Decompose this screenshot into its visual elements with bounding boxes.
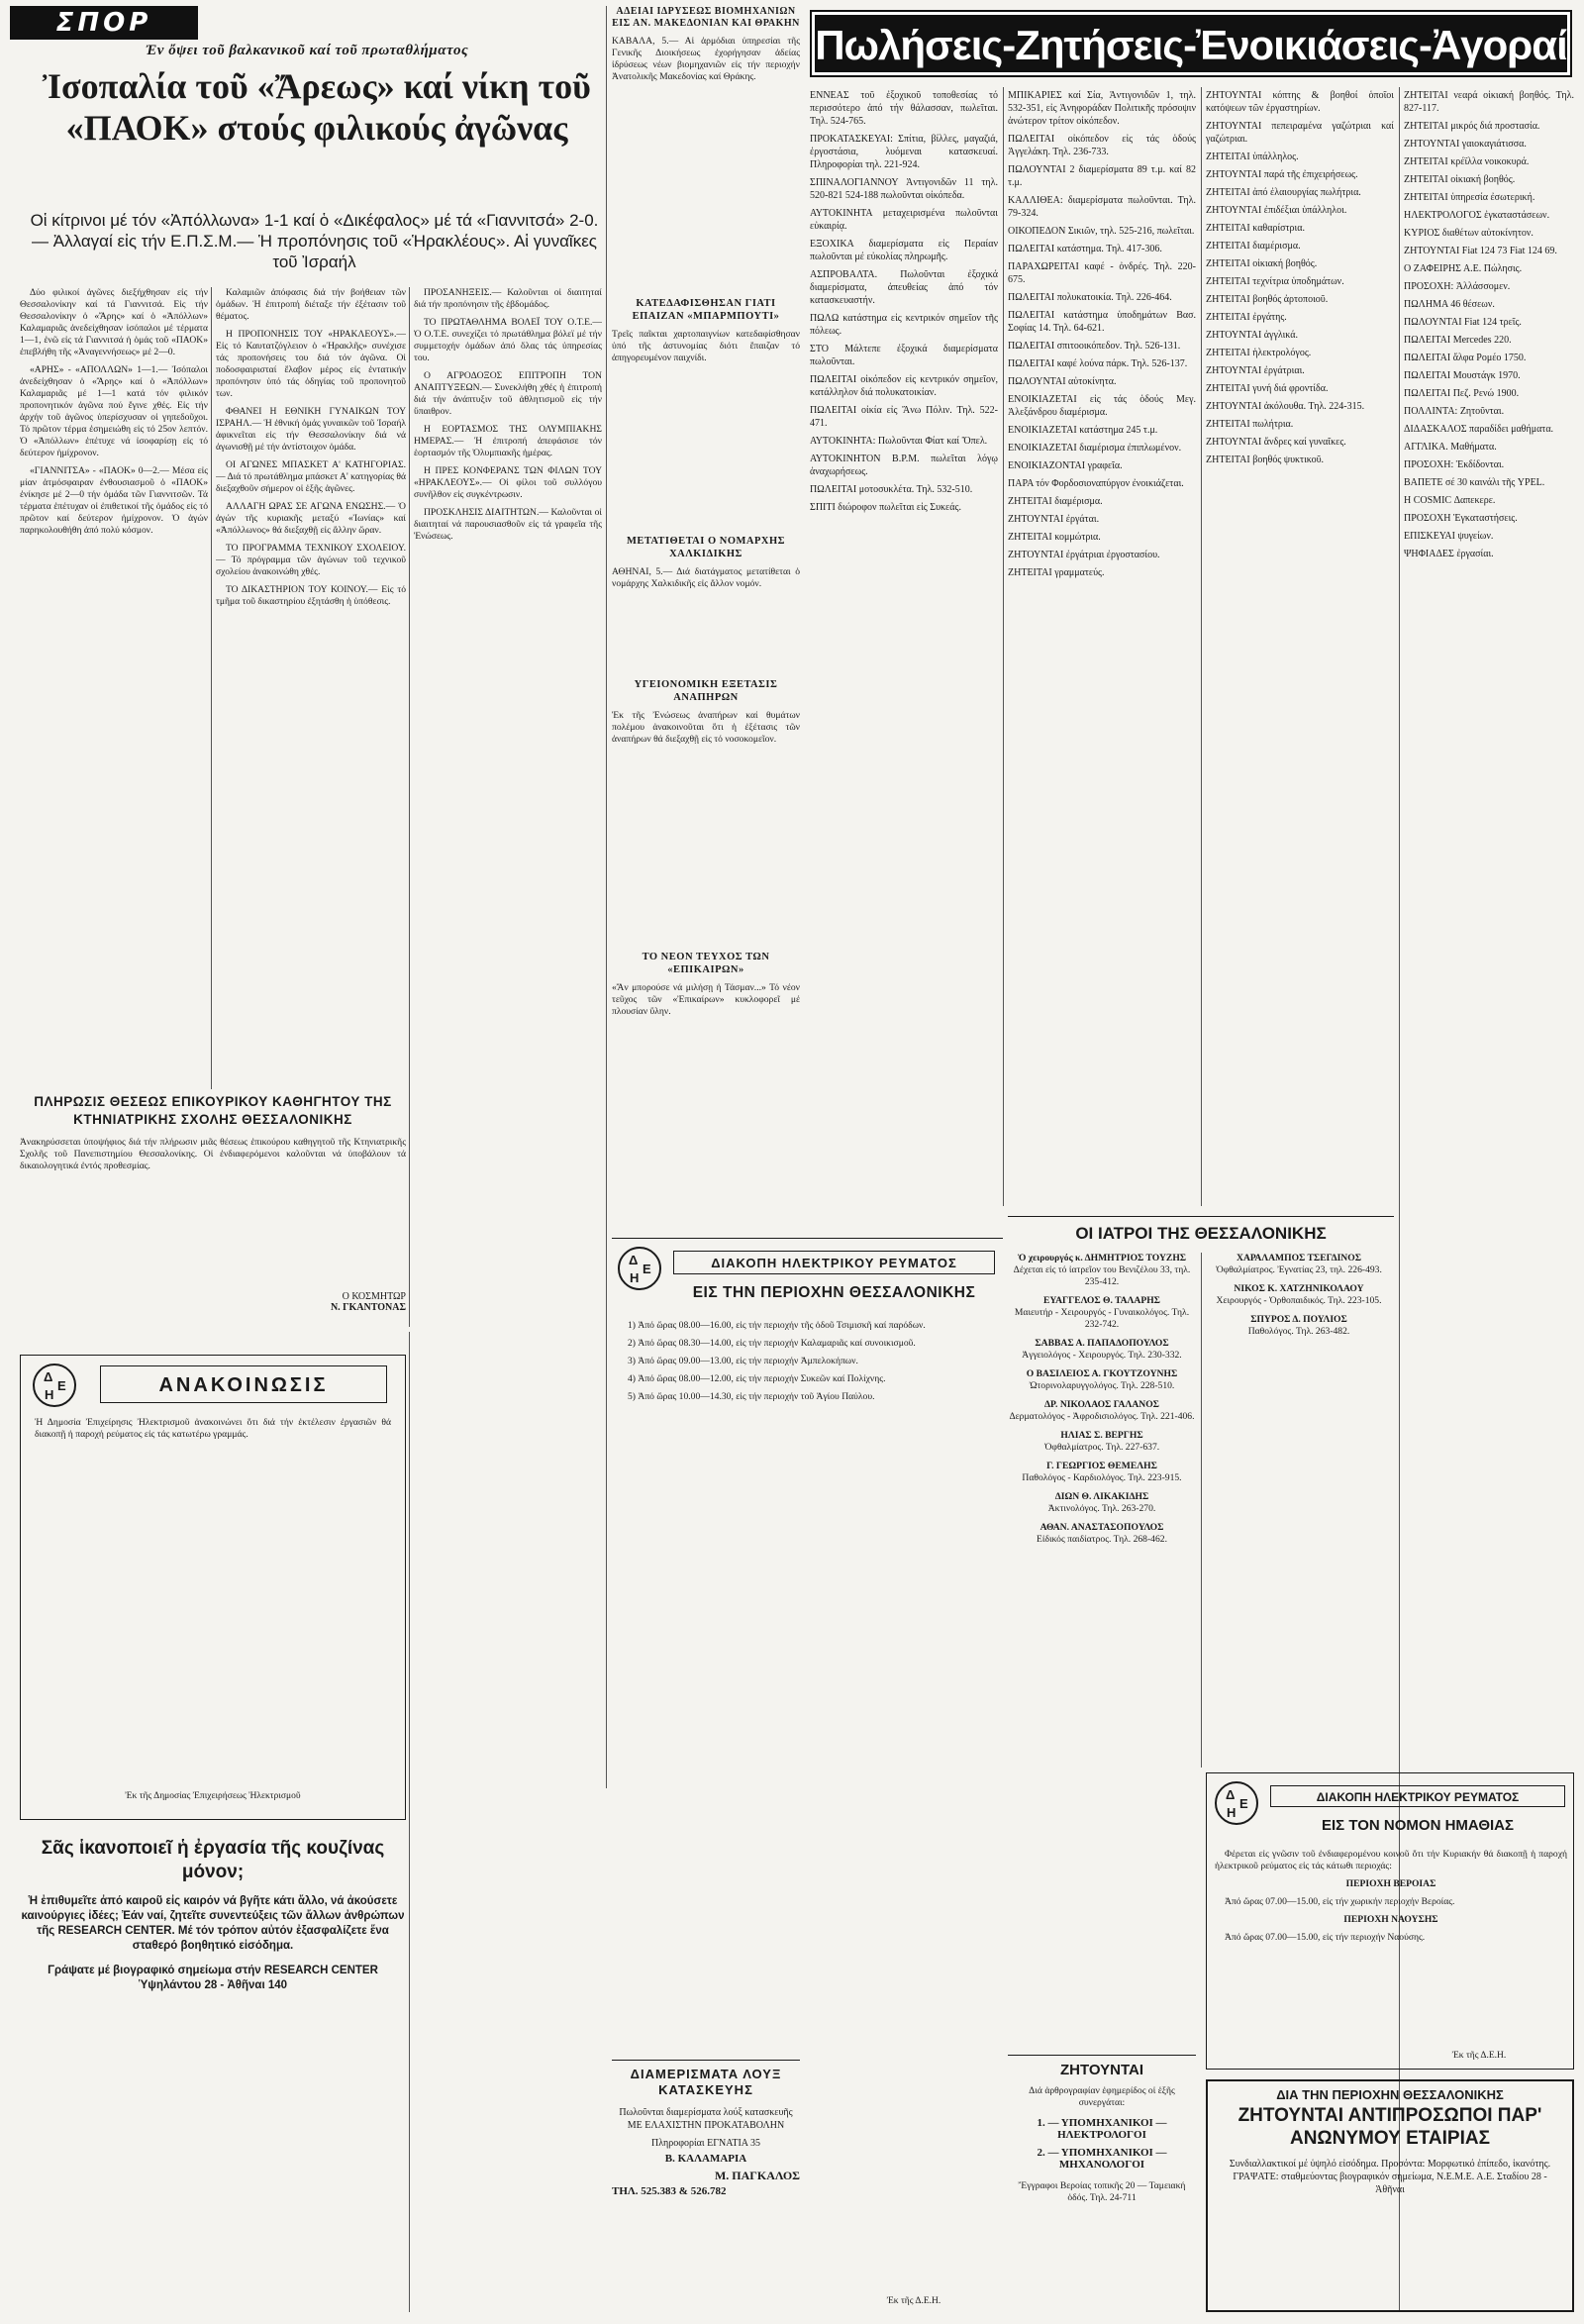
doctor-detail: Ἀγγειολόγος - Χειρουργός. Τηλ. 230-332. bbox=[1022, 1350, 1182, 1361]
classified-ad: ΖΗΤΟΥΝΤΑΙ γαιοκαγιάτισσα. bbox=[1404, 139, 1527, 150]
metatithetai-body: ΑΘΗΝΑΙ, 5.— Διά διατάγματος μετατίθεται ὁ νομάρχης Χαλκιδικῆς εἰς ἄλλον νομόν. bbox=[612, 566, 800, 589]
classified-ad: Η COSMIC Δαπεκερε. bbox=[1404, 495, 1496, 506]
classified-ad: ΚΑΛΛΙΘΕΑ: διαμερίσματα πωλοῦνται. Τηλ. 79-324. bbox=[1008, 195, 1196, 219]
classified-ad: ΖΗΤΕΙΤΑΙ βοηθός ψυκτικοῦ. bbox=[1206, 455, 1325, 465]
epikairon-article bbox=[612, 951, 800, 1228]
doctor-detail: Ἀκτινολόγος. Τηλ. 263-270. bbox=[1047, 1503, 1156, 1514]
doctor-detail: Παθολόγος - Καρδιολόγος. Τηλ. 223-915. bbox=[1022, 1472, 1182, 1483]
apartments-ad-address: Πληροφορίαι ΕΓΝΑΤΙΑ 35 bbox=[651, 2138, 760, 2149]
classifieds-col-3 bbox=[1206, 89, 1394, 1208]
classified-ad: ΖΗΤΕΙΤΑΙ πωλήτρια. bbox=[1206, 419, 1294, 430]
doctors-section bbox=[1008, 1216, 1394, 1770]
classified-ad: ΖΗΤΟΥΝΤΑΙ Fiat 124 73 Fiat 124 69. bbox=[1404, 246, 1557, 256]
seeking-body: Διά ἀρθρογραφίαν ἐφημερίδος οἱ ἑξῆς συνεργάται: bbox=[1029, 2085, 1175, 2108]
classified-ad: ΖΗΤΕΙΤΑΙ ἀπό ἐλαιουργίας πωλήτρια. bbox=[1206, 187, 1361, 198]
classified-ad: ΠΡΟΣΟΧΗ: Ἀλλάσσομεν. bbox=[1404, 281, 1511, 292]
doctor-detail: Εἰδικός παιδίατρος. Τηλ. 268-462. bbox=[1037, 1534, 1167, 1545]
classified-ad: ΖΗΤΕΙΤΑΙ διαμέρισμα. bbox=[1008, 496, 1103, 507]
representatives-ad bbox=[1206, 2079, 1574, 2312]
kitchen-ad-footer: Γράψατε μέ βιογραφικό σημείωμα στήν RESEARCH CENTER Ὑψηλάντου 28 - Ἀθῆναι 140 bbox=[48, 1965, 378, 1991]
classified-ad: ΠΩΛΗΜΑ 46 θέσεων. bbox=[1404, 299, 1495, 310]
classified-ad: ΕΝΟΙΚΙΑΖΕΤΑΙ διαμέρισμα ἐπιπλωμένον. bbox=[1008, 443, 1182, 454]
doctor-detail: Ὠτορινολαρυγγολόγος. Τηλ. 228-510. bbox=[1029, 1380, 1175, 1391]
classified-ad: ΑΓΓΛΙΚΑ. Μαθήματα. bbox=[1404, 442, 1497, 453]
metatithetai-title: ΜΕΤΑΤΙΘΕΤΑΙ Ο ΝΟΜΑΡΧΗΣ ΧΑΛΚΙΔΙΚΗΣ bbox=[626, 536, 786, 559]
classified-ad: ΖΗΤΟΥΝΤΑΙ ἄνδρες καί γυναῖκες. bbox=[1206, 437, 1346, 448]
doctor-detail: Ὀφθαλμίατρος. Ἐγνατίας 23, τηλ. 226-493. bbox=[1216, 1264, 1382, 1275]
classifieds-col-1 bbox=[810, 89, 998, 2307]
power-cut-footer: Ἐκ τῆς Δ.Ε.Η. bbox=[886, 2296, 941, 2306]
classified-ad: ΖΗΤΕΙΤΑΙ γραμματεύς. bbox=[1008, 567, 1105, 578]
doctor-name: Γ. ΓΕΩΡΓΙΟΣ ΘΕΜΕΛΗΣ bbox=[1046, 1461, 1157, 1471]
lead-subhead: Οἱ κίτρινοι μέ τόν «Ἀπόλλωνα» 1-1 καί ὁ «Δικέφαλος» μέ τά «Γιαννιτσά» 2-0.— Ἀλλαγαί εἰς τήν Ε.Π.Σ.Μ.— Ἡ προπόνησις τοῦ «Ἡρακλέους». Αἱ γυναῖκες τοῦ Ἰσραήλ bbox=[30, 211, 599, 271]
deh-logo-icon: Δ Ε Η bbox=[33, 1364, 76, 1407]
reps-ad-title: ΖΗΤΟΥΝΤΑΙ ΑΝΤΙΠΡΟΣΩΠΟΙ ΠΑΡ' ΑΝΩΝΥΜΟΥ ΕΤΑΙΡΙΑΣ bbox=[1238, 2105, 1542, 2149]
classified-ad: ΠΩΛΕΙΤΑΙ πολυκατοικία. Τηλ. 226-464. bbox=[1008, 292, 1172, 303]
classified-ad: ΠΡΟΣΟΧΗ Ἐγκαταστήσεις. bbox=[1404, 513, 1518, 524]
doctor-detail: Δερματολόγος - Ἀφροδισιολόγος. Τηλ. 221-406. bbox=[1009, 1411, 1195, 1422]
classified-ad: ΖΗΤΕΙΤΑΙ κρέϊλλα νοικοκυρά. bbox=[1404, 156, 1530, 167]
ygeionomiki-body: Ἐκ τῆς Ἐνώσεως ἀναπήρων καί θυμάτων πολέμου ἀνακοινοῦται ὅτι ἡ ἐξέτασις τῶν ἀναπήρων θά διεξαχθῇ εἰς τό νοσοκομεῖον. bbox=[612, 710, 800, 745]
classifieds-col-4 bbox=[1404, 89, 1574, 1159]
industry-permits-body: ΚΑΒΑΛΑ, 5.— Αἱ ἁρμόδιαι ὑπηρεσίαι τῆς Γενικῆς Διοικήσεως ἐχορήγησαν ἀδείας ἱδρύσεως νέων βιομηχανιῶν εἰς τήν περιοχήν Ἀνατολικῆς Μακεδονίας καί Θράκης. bbox=[612, 36, 800, 82]
classified-ad: ΠΩΛΕΙΤΑΙ οἰκία εἰς Ἄνω Πόλιν. Τηλ. 522-471. bbox=[810, 405, 998, 429]
doctor-name: ΣΠΥΡΟΣ Δ. ΠΟΥΛΙΟΣ bbox=[1250, 1314, 1347, 1325]
power-cut-item: ΠΕΡΙΟΧΗ ΒΕΡΟΙΑΣ bbox=[1345, 1878, 1436, 1889]
classified-ad: ΖΗΤΟΥΝΤΑΙ ἐργάται. bbox=[1008, 514, 1100, 525]
power-cut-item: 2) Ἀπό ὥρας 08.30—14.00, εἰς τήν περιοχήν Καλαμαριᾶς καί συνοικισμοῦ. bbox=[628, 1338, 916, 1349]
seeking-footer: Ἔγγραφοι Βεροίας τοπικῆς 20 — Ταμειακή ὁδός. Τηλ. 24-711 bbox=[1018, 2180, 1186, 2203]
power-cut-item: 3) Ἀπό ὥρας 09.00—13.00, εἰς τήν περιοχήν Ἀμπελοκήπων. bbox=[628, 1356, 858, 1366]
classified-ad: ΠΑΡΑΧΩΡΕΙΤΑΙ καφέ - ὀνδρές. Τηλ. 220-675. bbox=[1008, 261, 1196, 285]
classified-ad: ΠΡΟΚΑΤΑΣΚΕΥΑΙ: Σπίτια, βίλλες, μαγαζιά, ἐργοστάσια, λυόμεναι κατασκευαί. Πληροφορίαι τηλ. 221-924. bbox=[810, 134, 998, 170]
classified-ad: ΠΩΛΕΙΤΑΙ ἄλφα Ρομέο 1750. bbox=[1404, 353, 1527, 363]
doctor-name: ΔΙΩΝ Θ. ΛΙΚΑΚΙΔΗΣ bbox=[1054, 1491, 1149, 1502]
doctor-detail: Ὀφθαλμίατρος. Τηλ. 227-637. bbox=[1043, 1442, 1160, 1453]
metatithetai-article bbox=[612, 535, 800, 663]
apartments-ad-title: ΔΙΑΜΕΡΙΣΜΑΤΑ ΛΟΥΞ ΚΑΤΑΣΚΕΥΗΣ bbox=[630, 2067, 782, 2097]
doctor-detail: Παθολόγος. Τηλ. 263-482. bbox=[1247, 1326, 1350, 1337]
classified-ad: ΑΥΤΟΚΙΝΗΤΑ μεταχειρισμένα πωλοῦνται εὐκαιρίᾳ. bbox=[810, 208, 998, 232]
lead-kicker: Ἐν ὄψει τοῦ βαλκανικοῦ καί τοῦ πρωταθλήματος bbox=[145, 43, 469, 58]
classified-ad: ΠΩΛΕΙΤΑΙ Πεζ. Ρενώ 1900. bbox=[1404, 388, 1520, 399]
classified-ad: ΨΗΦΙΑΔΕΣ ἐργασίαι. bbox=[1404, 549, 1494, 559]
power-cut-body bbox=[1215, 1849, 1567, 2047]
classified-ad: ΖΗΤΟΥΝΤΑΙ ἐπιδέξιαι ὑπάλληλοι. bbox=[1206, 205, 1347, 216]
power-cut-item: Ἀπό ὥρας 07.00—15.00, εἰς τήν περιοχήν Ναούσης. bbox=[1225, 1932, 1426, 1943]
classified-ad: ΠΡΟΣΟΧΗ: Ἐκδίδονται. bbox=[1404, 459, 1505, 470]
classified-ad: Ο ΖΑΦΕΙΡΗΣ Α.Ε. Πώλησις. bbox=[1404, 263, 1523, 274]
epikairon-body: «Ἄν μπορούσε νά μιλήσῃ ἡ Τάσμαν...» Τό νέον τεῦχος τῶν «Ἐπικαίρων» κυκλοφορεῖ μέ πλουσίαν ὕλην. bbox=[612, 982, 800, 1017]
classified-ad: ΖΗΤΕΙΤΑΙ οἰκιακή βοηθός. bbox=[1206, 258, 1318, 269]
doctor-name: ΕΥΑΓΓΕΛΟΣ Θ. ΤΑΛΑΡΗΣ bbox=[1043, 1295, 1160, 1306]
doctor-name: ΔΡ. ΝΙΚΟΛΑΟΣ ΓΑΛΑΝΟΣ bbox=[1044, 1399, 1159, 1410]
classified-ad: ΕΝΟΙΚΙΑΖΟΝΤΑΙ γραφεῖα. bbox=[1008, 460, 1123, 471]
classified-ad: ΖΗΤΕΙΤΑΙ ἡλεκτρολόγος. bbox=[1206, 348, 1312, 358]
classified-ad: ΖΗΤΕΙΤΑΙ μικρός διά προστασία. bbox=[1404, 121, 1540, 132]
seeking-ad bbox=[1008, 2055, 1196, 2312]
classified-ad: ΖΗΤΕΙΤΑΙ βοηθός ἀρτοποιοῦ. bbox=[1206, 294, 1329, 305]
kitchen-ad bbox=[20, 1837, 406, 2074]
article-paragraph: Καλαμιῶν ἀπόφασις διά τήν βοήθειαν τῶν ὁμάδων. Ἡ ἐπιτροπή διέταξε τήν ἐξέτασιν τοῦ θέματος. bbox=[216, 287, 406, 322]
classified-ad: ΖΗΤΕΙΤΑΙ καθαρίστρια. bbox=[1206, 223, 1305, 234]
classified-ad: ΠΩΛΕΙΤΑΙ μοτοσυκλέτα. Τηλ. 532-510. bbox=[810, 484, 973, 495]
classified-ad: ΠΟΛΛΙΝΤΑ: Ζητοῦνται. bbox=[1404, 406, 1505, 417]
classified-ad: ΠΩΛΕΙΤΑΙ σπιτοοικόπεδον. Τηλ. 526-131. bbox=[1008, 341, 1181, 352]
teacher-notice-signature: Ο ΚΟΣΜΗΤΩΡ bbox=[342, 1291, 406, 1302]
article-paragraph: Η ΠΡΕΣ ΚΟΝΦΕΡΑΝΣ ΤΩΝ ΦΙΛΩΝ ΤΟΥ «ΗΡΑΚΛΕΟΥΣ».— Οἱ φίλοι τοῦ συλλόγου συνῆλθον εἰς συγκέντρωσιν. bbox=[414, 465, 602, 500]
power-cut-subtitle: ΕΙΣ ΤΟΝ ΝΟΜΟΝ ΗΜΑΘΙΑΣ bbox=[1322, 1817, 1514, 1834]
classified-ad: ΖΗΤΕΙΤΑΙ διαμέρισμα. bbox=[1206, 241, 1301, 252]
announcements-body: Ἡ Δημοσία Ἐπιχείρησις Ἠλεκτρισμοῦ ἀνακοινώνει ὅτι διά τήν ἐκτέλεσιν ἐργασιῶν θά διακοπῇ ἡ παροχή ρεύματος εἰς τάς κατωτέρω γραμμάς. bbox=[35, 1417, 391, 1440]
classified-ad: ΕΝΝΕΑΣ τοῦ ἐξοχικοῦ τοποθεσίας τό περισσότερο ἀπό τήν θάλασσαν, πωλεῖται. Τηλ. 524-765. bbox=[810, 90, 998, 127]
classified-ad: ΕΠΙΣΚΕΥΑΙ ψυγείων. bbox=[1404, 531, 1494, 542]
classified-ad: ΕΝΟΙΚΙΑΖΕΤΑΙ εἰς τάς ὁδούς Μεγ. Ἀλεξάνδρου διαμέρισμα. bbox=[1008, 394, 1196, 418]
article-paragraph: ΠΡΟΣΑΝΗΞΕΙΣ.— Καλοῦνται οἱ διαιτηταί διά τήν προπόνησιν τῆς ἑβδομάδος. bbox=[414, 287, 602, 310]
power-cut-item: Ἀπό ὥρας 07.00—15.00, εἰς τήν χωρικήν περιοχήν Βεροίας. bbox=[1225, 1896, 1455, 1907]
classified-ad: ΒΑΠΕΤΕ σέ 30 καινάλι τῆς YPEL. bbox=[1404, 477, 1545, 488]
power-cut-item: ΠΕΡΙΟΧΗ ΝΑΟΥΣΗΣ bbox=[1343, 1914, 1438, 1925]
article-paragraph: ΠΡΟΣΚΛΗΣΙΣ ΔΙΑΙΤΗΤΩΝ.— Καλοῦνται οἱ διαιτηταί νά παρουσιασθοῦν εἰς τά γραφεῖα τῆς Ἐνώσεως. bbox=[414, 507, 602, 542]
seeking-item: 2. — ΥΠΟΜΗΧΑΝΙΚΟΙ — ΜΗΧΑΝΟΛΟΓΟΙ bbox=[1037, 2147, 1167, 2171]
classified-ad: ΗΛΕΚΤΡΟΛΟΓΟΣ ἐγκαταστάσεων. bbox=[1404, 210, 1550, 221]
classified-ad: ΖΗΤΕΙΤΑΙ νεαρά οἰκιακή βοηθός. Τηλ. 827-117. bbox=[1404, 90, 1574, 114]
apartments-ad-phone: ΤΗΛ. 525.383 & 526.782 bbox=[612, 2185, 727, 2197]
article-paragraph: ΤΟ ΔΙΚΑΣΤΗΡΙΟΝ ΤΟΥ ΚΟΙΝΟΥ.— Εἰς τό τμῆμα τοῦ δικαστηρίου ἐξητάσθη ἡ ὑπόθεσις. bbox=[216, 584, 406, 607]
classified-ad: ΖΗΤΕΙΤΑΙ γυνή διά φροντίδα. bbox=[1206, 383, 1329, 394]
classified-ad: ΠΩΛΟΥΝΤΑΙ 2 διαμερίσματα 89 τ.μ. καί 82 τ.μ. bbox=[1008, 164, 1196, 188]
section-tag: ΣΠΟΡ bbox=[10, 6, 198, 40]
deh-logo-icon: Δ Ε Η bbox=[1215, 1781, 1258, 1825]
classified-ad: ΔΙΔΑΣΚΑΛΟΣ παραδίδει μαθήματα. bbox=[1404, 424, 1554, 435]
seeking-title: ΖΗΤΟΥΝΤΑΙ bbox=[1059, 2062, 1144, 2078]
power-cut-title: ΔΙΑΚΟΠΗ ΗΛΕΚΤΡΙΚΟΥ ΡΕΥΜΑΤΟΣ bbox=[673, 1251, 995, 1274]
sports-col-3 bbox=[414, 287, 602, 1911]
seeking-item: 1. — ΥΠΟΜΗΧΑΝΙΚΟΙ — ΗΛΕΚΤΡΟΛΟΓΟΙ bbox=[1037, 2117, 1167, 2141]
classified-ad: ΟΙΚΟΠΕΔΟΝ Σικιῶν, τηλ. 525-216, πωλεῖται. bbox=[1008, 226, 1195, 237]
doctor-name: Ὁ χειρουργός κ. ΔΗΜΗΤΡΙΟΣ ΤΟΥΖΗΣ bbox=[1017, 1253, 1187, 1263]
power-cut-footer: Ἐκ τῆς Δ.Ε.Η. bbox=[1451, 2051, 1507, 2061]
classifieds-col-2 bbox=[1008, 89, 1196, 1208]
classified-ad: ΠΩΛΕΙΤΑΙ οἰκόπεδον εἰς κεντρικόν σημεῖον, κατάλληλον διά πολυκατοικίαν. bbox=[810, 374, 998, 398]
deh-logo-icon: Δ Ε Η bbox=[618, 1247, 661, 1290]
ygeionomiki-title: ΥΓΕΙΟΝΟΜΙΚΗ ΕΞΕΤΑΣΙΣ ΑΝΑΠΗΡΩΝ bbox=[634, 679, 778, 703]
teacher-notice bbox=[20, 1093, 406, 1341]
article-paragraph: Η ΠΡΟΠΟΝΗΣΙΣ ΤΟΥ «ΗΡΑΚΛΕΟΥΣ».— Εἰς τό Καυτατζόγλειον ὁ «Ἡρακλῆς» συνέχισε τάς προπονήσεις του διά τόν ἀγῶνα. Οἱ ποδοσφαιρισταί ἔλαβον μέρος εἰς ἐντατικήν προπόνησιν ὑπό τάς ὁδηγίας τοῦ προπονητοῦ των. bbox=[216, 329, 406, 399]
classified-ad: ΕΞΟΧΙΚΑ διαμερίσματα εἰς Περαίαν πωλοῦνται μέ εὐκολίας πληρωμῆς. bbox=[810, 239, 998, 262]
classified-ad: ΖΗΤΕΙΤΑΙ κομμώτρια. bbox=[1008, 532, 1101, 543]
classified-ad: ΖΗΤΟΥΝΤΑΙ ἐργάτριαι. bbox=[1206, 365, 1305, 376]
teacher-notice-signature-name: Ν. ΓΚΑΝΤΟΝΑΣ bbox=[330, 1302, 406, 1313]
classified-ad: ΠΩΛΩ κατάστημα εἰς κεντρικόν σημεῖον τῆς πόλεως. bbox=[810, 313, 998, 337]
apartments-ad-name: Μ. ΠΑΓΚΑΛΟΣ bbox=[714, 2169, 800, 2182]
doctor-detail: Χειρουργός - Ὀρθοπαιδικός. Τηλ. 223-105. bbox=[1216, 1295, 1382, 1306]
doctor-detail: Μαιευτήρ - Χειρουργός - Γυναικολόγος. Τηλ. 232-742. bbox=[1014, 1307, 1190, 1330]
article-paragraph: ΤΟ ΠΡΟΓΡΑΜΜΑ ΤΕΧΝΙΚΟΥ ΣΧΟΛΕΙΟΥ.— Τό πρόγραμμα τῶν ἀγώνων τοῦ τεχνικοῦ σχολείου ἀνακοινώθη χθές. bbox=[216, 543, 406, 577]
doctor-name: ΑΘΑΝ. ΑΝΑΣΤΑΣΟΠΟΥΛΟΣ bbox=[1040, 1522, 1164, 1533]
lead-paragraph: «ΓΙΑΝΝΙΤΣΑ» - «ΠΑΟΚ» 0—2.— Μέσα εἰς μίαν ἀτμόσφαιραν ἐνθουσιασμοῦ ὁ «ΠΑΟΚ» ἐνίκησε μέ 2—0 τήν ὁμάδα τῶν Γιαννιτσῶν. Τά τέρματα ἐπέτυχαν οἱ ἐπιθετικοί τῆς ὁμάδος εἰς τό πρῶτον καί δεύτερον ἡμίχρονον. Ὁ ἀγών παρηκολουθήθη ἀπό πολύ κόσμον. bbox=[20, 465, 208, 536]
classified-ad: ΖΗΤΕΙΤΑΙ ὑπηρεσία ἐσωτερική. bbox=[1404, 192, 1535, 203]
classifieds-banner bbox=[810, 10, 1572, 77]
power-cut-imathia bbox=[1206, 1772, 1574, 2070]
lead-paragraph: «ΑΡΗΣ» - «ΑΠΟΛΛΩΝ» 1—1.— Ἰσόπαλοι ἀνεδείχθησαν ὁ «Ἄρης» καί ὁ «Ἀπόλλων» Καλαμαριᾶς μέ 1—1 κατά τόν φιλικόν προπονητικόν ἀγῶνα πού ἔγινε χθές. Εἰς τήν ἀρχήν τοῦ ἀγῶνος ὑπερίσχυσαν οἱ γηπεδοῦχοι. Τό πρῶτον τέρμα ἐσημειώθη εἰς τό 25ον λεπτόν. Ὁ «Ἀπόλλων» ἐπέτυχε νά ἰσοφαρίσῃ εἰς τό δεύτερον ἡμίχρονον. bbox=[20, 364, 208, 458]
article-paragraph: Ο ΑΓΡΟΔΟΞΟΣ ΕΠΙΤΡΟΠΗ ΤΟΝ ΑΝΑΠΤΥΞΕΩΝ.— Συνεκλήθη χθές ἡ ἐπιτροπή διά τήν ἀνάπτυξιν τοῦ ἀθλητισμοῦ εἰς τήν ὕπαιθρον. bbox=[414, 370, 602, 417]
classified-ad: ΖΗΤΕΙΤΑΙ ἐργάτης. bbox=[1206, 312, 1287, 323]
classified-ad: ΑΣΠΡΟΒΑΛΤΑ. Πωλοῦνται ἐξοχικά διαμερίσματα, ἀπευθείας ἀπό τόν κατασκευαστήν. bbox=[810, 269, 998, 306]
doctors-col-left bbox=[1008, 1253, 1196, 1553]
power-cut-subtitle: ΕΙΣ ΤΗΝ ΠΕΡΙΟΧΗΝ ΘΕΣΣΑΛΟΝΙΚΗΣ bbox=[692, 1284, 976, 1301]
katedafisthsan-title: ΚΑΤΕΔΑΦΙΣΘΗΣΑΝ ΓΙΑΤΙ ΕΠΑΙΖΑΝ «ΜΠΑΡΜΠΟΥΤΙ» bbox=[632, 298, 780, 322]
lead-body bbox=[20, 287, 208, 1089]
apartments-ad bbox=[612, 2060, 800, 2307]
classified-ad: ΠΩΛΟΥΝΤΑΙ Fiat 124 τρεῖς. bbox=[1404, 317, 1522, 328]
classified-ad: ΑΥΤΟΚΙΝΗΤΟΝ Β.Ρ.Μ. πωλεῖται λόγῳ ἀναχωρήσεως. bbox=[810, 454, 998, 477]
article-paragraph: ΟΙ ΑΓΩΝΕΣ ΜΠΑΣΚΕΤ Α' ΚΑΤΗΓΟΡΙΑΣ.— Διά τό πρωτάθλημα μπάσκετ Α' κατηγορίας θά διεξαχθοῦν σήμερον οἱ ἑξῆς ἀγῶνες. bbox=[216, 459, 406, 494]
classified-ad: ΠΩΛΟΥΝΤΑΙ αὐτοκίνητα. bbox=[1008, 376, 1117, 387]
classified-ad: ΠΩΛΕΙΤΑΙ καφέ λούνα πάρκ. Τηλ. 526-137. bbox=[1008, 358, 1188, 369]
lead-paragraph: Δύο φιλικοί ἀγῶνες διεξήχθησαν εἰς τήν Θεσσαλονίκην καί τά Γιαννιτσά. Εἰς τήν Θεσσαλονίκην ὁ «Ἄρης» καί ὁ «Ἀπόλλων» Καλαμαριᾶς ἀνεδείχθησαν ἰσόπαλοι μέ τέρματα 1—1, ἐνῶ εἰς τά Γιαννιτσά ἡ ὁμάς τοῦ «ΠΑΟΚ» ἐπεβλήθη τῆς «Ἀναγεννήσεως» μέ 2—0. bbox=[20, 287, 208, 357]
doctor-detail: Δέχεται εἰς τό ἰατρεῖον του Βενιζέλου 33, τηλ. 235-412. bbox=[1013, 1264, 1191, 1287]
announcements-footer: Ἐκ τῆς Δημοσίας Ἐπιχειρήσεως Ἠλεκτρισμοῦ bbox=[125, 1791, 301, 1801]
teacher-notice-title: ΠΛΗΡΩΣΙΣ ΘΕΣΕΩΣ ΕΠΙΚΟΥΡΙΚΟΥ ΚΑΘΗΓΗΤΟΥ ΤΗΣ ΚΤΗΝΙΑΤΡΙΚΗΣ ΣΧΟΛΗΣ ΘΕΣΣΑΛΟΝΙΚΗΣ bbox=[34, 1094, 392, 1127]
doctor-name: Ο ΒΑΣΙΛΕΙΟΣ Α. ΓΚΟΥΤΖΟΥΝΗΣ bbox=[1026, 1368, 1178, 1379]
article-paragraph: ΑΛΛΑΓΗ ΩΡΑΣ ΣΕ ΑΓΩΝΑ ΕΝΩΣΗΣ.— Ὁ ἀγών τῆς κυριακῆς μεταξύ «Ἰωνίας» καί «Ἀπόλλωνος» θά διεξαχθῇ εἰς ἄλλην ὥραν. bbox=[216, 501, 406, 536]
announcements-title: ΑΝΑΚΟΙΝΩΣΙΣ bbox=[100, 1365, 387, 1403]
classified-ad: ΣΤΟ Μάλτεπε ἐξοχικά διαμερίσματα πωλοῦνται. bbox=[810, 344, 998, 367]
sports-col-2 bbox=[216, 287, 406, 1089]
reps-ad-body: Συνδιαλλακτικοί μέ ὑψηλό εἰσόδημα. Προσόντα: Μορφωτικό ἐπίπεδο, ἱκανότης. ΓΡΑΨΑΤΕ: σταθμεύοντας βιογραφικόν σημείωμα, Ν.Ε.Μ.Ε. Α.Ε. Σταδίου 28 - Ἀθῆναι bbox=[1229, 2159, 1551, 2195]
classified-ad: ΚΥΡΙΟΣ διαθέτων αὐτοκίνητον. bbox=[1404, 228, 1534, 239]
classifieds-banner-text: Πωλήσεις-Ζητήσεις-Ἐνοικιάσεις-Ἀγοραί bbox=[815, 22, 1567, 68]
doctors-col-right bbox=[1206, 1253, 1392, 1345]
katedafisthsan-article bbox=[612, 297, 800, 525]
power-cut-paragraph: Φέρεται εἰς γνῶσιν τοῦ ἐνδιαφερομένου κοινοῦ ὅτι τήν Κυριακήν θά διακοπῇ ἡ παροχή ἠλεκτρικοῦ ρεύματος εἰς τάς κάτωθι περιοχάς: bbox=[1215, 1849, 1567, 1871]
article-paragraph: Η ΕΟΡΤΑΣΜΟΣ ΤΗΣ ΟΛΥΜΠΙΑΚΗΣ ΗΜΕΡΑΣ.— Ἡ ἐπιτροπή ἀπεφάσισε τόν ἑορτασμόν τῆς Ὀλυμπιακῆς ἡμέρας. bbox=[414, 424, 602, 458]
classified-ad: ΖΗΤΟΥΝΤΑΙ ἀκόλουθα. Τηλ. 224-315. bbox=[1206, 401, 1365, 412]
industry-permits bbox=[612, 6, 800, 293]
classified-ad: ΖΗΤΕΙΤΑΙ ὑπάλληλος. bbox=[1206, 152, 1299, 162]
classified-ad: ΖΗΤΕΙΤΑΙ οἰκιακή βοηθός. bbox=[1404, 174, 1516, 185]
classified-ad: ΖΗΤΟΥΝΤΑΙ πεπειραμένα γαζώτριαι καί γαζώτριαι. bbox=[1206, 121, 1394, 145]
apartments-ad-body: Πωλοῦνται διαμερίσματα λούξ κατασκευῆς ΜΕ ΕΛΑΧΙΣΤΗΝ ΠΡΟΚΑΤΑΒΟΛΗΝ bbox=[619, 2107, 793, 2131]
classified-ad: ΠΩΛΕΙΤΑΙ Mercedes 220. bbox=[1404, 335, 1512, 346]
announcements-box bbox=[20, 1355, 406, 1820]
classified-ad: ΖΗΤΟΥΝΤΑΙ κόπτης & βοηθοί ὁποῖοι κατόψεων τῶν ἐργαστηρίων. bbox=[1206, 90, 1394, 114]
industry-permits-title: ΑΔΕΙΑΙ ΙΔΡΥΣΕΩΣ ΒΙΟΜΗΧΑΝΙΩΝ ΕΙΣ ΑΝ. ΜΑΚΕΔΟΝΙΑΝ ΚΑΙ ΘΡΑΚΗΝ bbox=[612, 6, 800, 29]
article-paragraph: ΤΟ ΠΡΩΤΑΘΛΗΜΑ ΒΟΛΕΪ ΤΟΥ Ο.Τ.Ε.— Ὁ Ο.Τ.Ε. συνεχίζει τό πρωτάθλημα βόλεϊ μέ τήν συμμετοχήν ὁμάδων ἀπό ὅλας τάς ὑπηρεσίας του. bbox=[414, 317, 602, 363]
power-cut-item: 5) Ἀπό ὥρας 10.00—14.30, εἰς τήν περιοχήν τοῦ Ἁγίου Παύλου. bbox=[628, 1391, 875, 1402]
classified-ad: ΖΗΤΕΙΤΑΙ τεχνίτρια ὑποδημάτων. bbox=[1206, 276, 1344, 287]
classified-ad: ΖΗΤΟΥΝΤΑΙ ἐργάτριαι ἐργοστασίου. bbox=[1008, 550, 1160, 560]
classified-ad: ΠΩΛΕΙΤΑΙ οἰκόπεδον εἰς τάς ὁδούς Ἀγγελάκη. Τηλ. 236-733. bbox=[1008, 134, 1196, 157]
classified-ad: ΠΩΛΕΙΤΑΙ κατάστημα. Τηλ. 417-306. bbox=[1008, 244, 1162, 254]
power-cut-item: 1) Ἀπό ὥρας 08.00—16.00, εἰς τήν περιοχήν τῆς ὁδοῦ Τσιμισκῆ καί παρόδων. bbox=[628, 1320, 926, 1331]
doctor-name: ΧΑΡΑΛΑΜΠΟΣ ΤΣΕΓΔΙΝΟΣ bbox=[1237, 1253, 1361, 1263]
classified-ad: ΑΥΤΟΚΙΝΗΤΑ: Πωλοῦνται Φίατ καί Ὄπελ. bbox=[810, 436, 988, 447]
doctors-title: ΟΙ ΙΑΤΡΟΙ ΤΗΣ ΘΕΣΣΑΛΟΝΙΚΗΣ bbox=[1075, 1224, 1327, 1243]
classified-ad: ΣΠΙΝΑΛΟΓΙΑΝΝΟΥ Ἀντιγονιδῶν 11 τηλ. 520-821 524-188 πωλοῦνται οἰκόπεδα. bbox=[810, 177, 998, 201]
classified-ad: ΜΠΙΚΑΡΙΕΣ καί Σία, Ἀντιγονιδῶν 1, τηλ. 532-351, εἰς Ἀνηφοράδαν Πολιτικῆς πρόσοψιν ἀνώτερον τρίτον οἰκόπεδον. bbox=[1008, 90, 1196, 127]
power-cut-title: ΔΙΑΚΟΠΗ ΗΛΕΚΤΡΙΚΟΥ ΡΕΥΜΑΤΟΣ bbox=[1270, 1785, 1565, 1807]
apartments-ad-area: Β. ΚΑΛΑΜΑΡΙΑ bbox=[664, 2153, 747, 2165]
reps-ad-kicker: ΔΙΑ ΤΗΝ ΠΕΡΙΟΧΗΝ ΘΕΣΣΑΛΟΝΙΚΗΣ bbox=[1276, 2087, 1504, 2102]
classified-ad: ΖΗΤΟΥΝΤΑΙ ἀγγλικά. bbox=[1206, 330, 1298, 341]
classified-ad: ΠΩΛΕΙΤΑΙ κατάστημα ὑποδημάτων Βασ. Σοφίας 14. Τηλ. 64-621. bbox=[1008, 310, 1196, 334]
lead-headline: Ἰσοπαλία τοῦ «Ἄρεως» καί νίκη τοῦ «ΠΑΟΚ» στούς φιλικούς ἀγῶνας bbox=[43, 66, 591, 148]
doctor-name: ΝΙΚΟΣ Κ. ΧΑΤΖΗΝΙΚΟΛΑΟΥ bbox=[1234, 1283, 1364, 1294]
classified-ad: ΖΗΤΟΥΝΤΑΙ παρά τῆς ἐπιχειρήσεως. bbox=[1206, 169, 1358, 180]
kitchen-ad-title: Σᾶς ἱκανοποιεῖ ἡ ἐργασία τῆς κουζίνας μόνον; bbox=[41, 1838, 385, 1882]
power-cut-item: 4) Ἀπό ὥρας 08.00—12.00, εἰς τήν περιοχήν Συκεῶν καί Πολίχνης. bbox=[628, 1373, 886, 1384]
classified-ad: ΠΑΡΑ τόν Φορδοσιοναπύργον ἐνοικιάζεται. bbox=[1008, 478, 1184, 489]
katedafisthsan-body: Τρεῖς παῖκται χαρτοπαιγνίων κατεδαφίσθησαν ὑπό τῆς ἀστυνομίας διότι ἔπαιζαν τό ἀπηγορευμένον παιχνίδι. bbox=[612, 329, 800, 363]
ygeionomiki-article bbox=[612, 678, 800, 936]
kitchen-ad-body: Ἡ ἐπιθυμεῖτε ἀπό καιροῦ εἰς καιρόν νά βγῆτε κάτι ἄλλο, νά ἀκούσετε καινούργιες ἰδέες; Ἐάν ναί, ζητεῖτε συνεντεύξεις τῶν ἄλλων ἀνθρώπων τῆς RESEARCH CENTER. Μέ τόν τρόπον αὐτόν ἐξασφαλίζετε ἕνα σταθερό βοηθητικό εἰσόδημα. bbox=[21, 1895, 405, 1952]
doctor-name: ΗΛΙΑΣ Σ. ΒΕΡΓΗΣ bbox=[1060, 1430, 1143, 1441]
classified-ad: ΕΝΟΙΚΙΑΖΕΤΑΙ κατάστημα 245 τ.μ. bbox=[1008, 425, 1158, 436]
epikairon-title: ΤΟ ΝΕΟΝ ΤΕΥΧΟΣ ΤΩΝ «ΕΠΙΚΑΙΡΩΝ» bbox=[642, 952, 770, 975]
classified-ad: ΣΠΙΤΙ διώροφον πωλεῖται εἰς Συκεάς. bbox=[810, 502, 961, 513]
classified-ad: ΠΩΛΕΙΤΑΙ Μουστάγκ 1970. bbox=[1404, 370, 1521, 381]
teacher-notice-body: Ἀνακηρύσσεται ὑποψήφιος διά τήν πλήρωσιν μιᾶς θέσεως ἐπικούρου καθηγητοῦ τῆς Κτηνιατρικῆς Σχολῆς τοῦ Πανεπιστημίου Θεσσαλονίκης. Οἱ ἐνδιαφερόμενοι καλοῦνται νά ὑποβάλουν τά δικαιολογητικά ἐντός προθεσμίας. bbox=[20, 1137, 406, 1171]
doctor-name: ΣΑΒΒΑΣ Α. ΠΑΠΑΔΟΠΟΥΛΟΣ bbox=[1035, 1338, 1169, 1349]
article-paragraph: ΦΘΑΝΕΙ Η ΕΘΝΙΚΗ ΓΥΝΑΙΚΩΝ ΤΟΥ ΙΣΡΑΗΛ.— Ἡ ἐθνική ὁμάς γυναικῶν τοῦ Ἰσραήλ ἀφικνεῖται εἰς τήν Θεσσαλονίκην διά νά ἀγωνισθῇ μέ τήν ἀντίστοιχον ὁμάδα. bbox=[216, 406, 406, 453]
